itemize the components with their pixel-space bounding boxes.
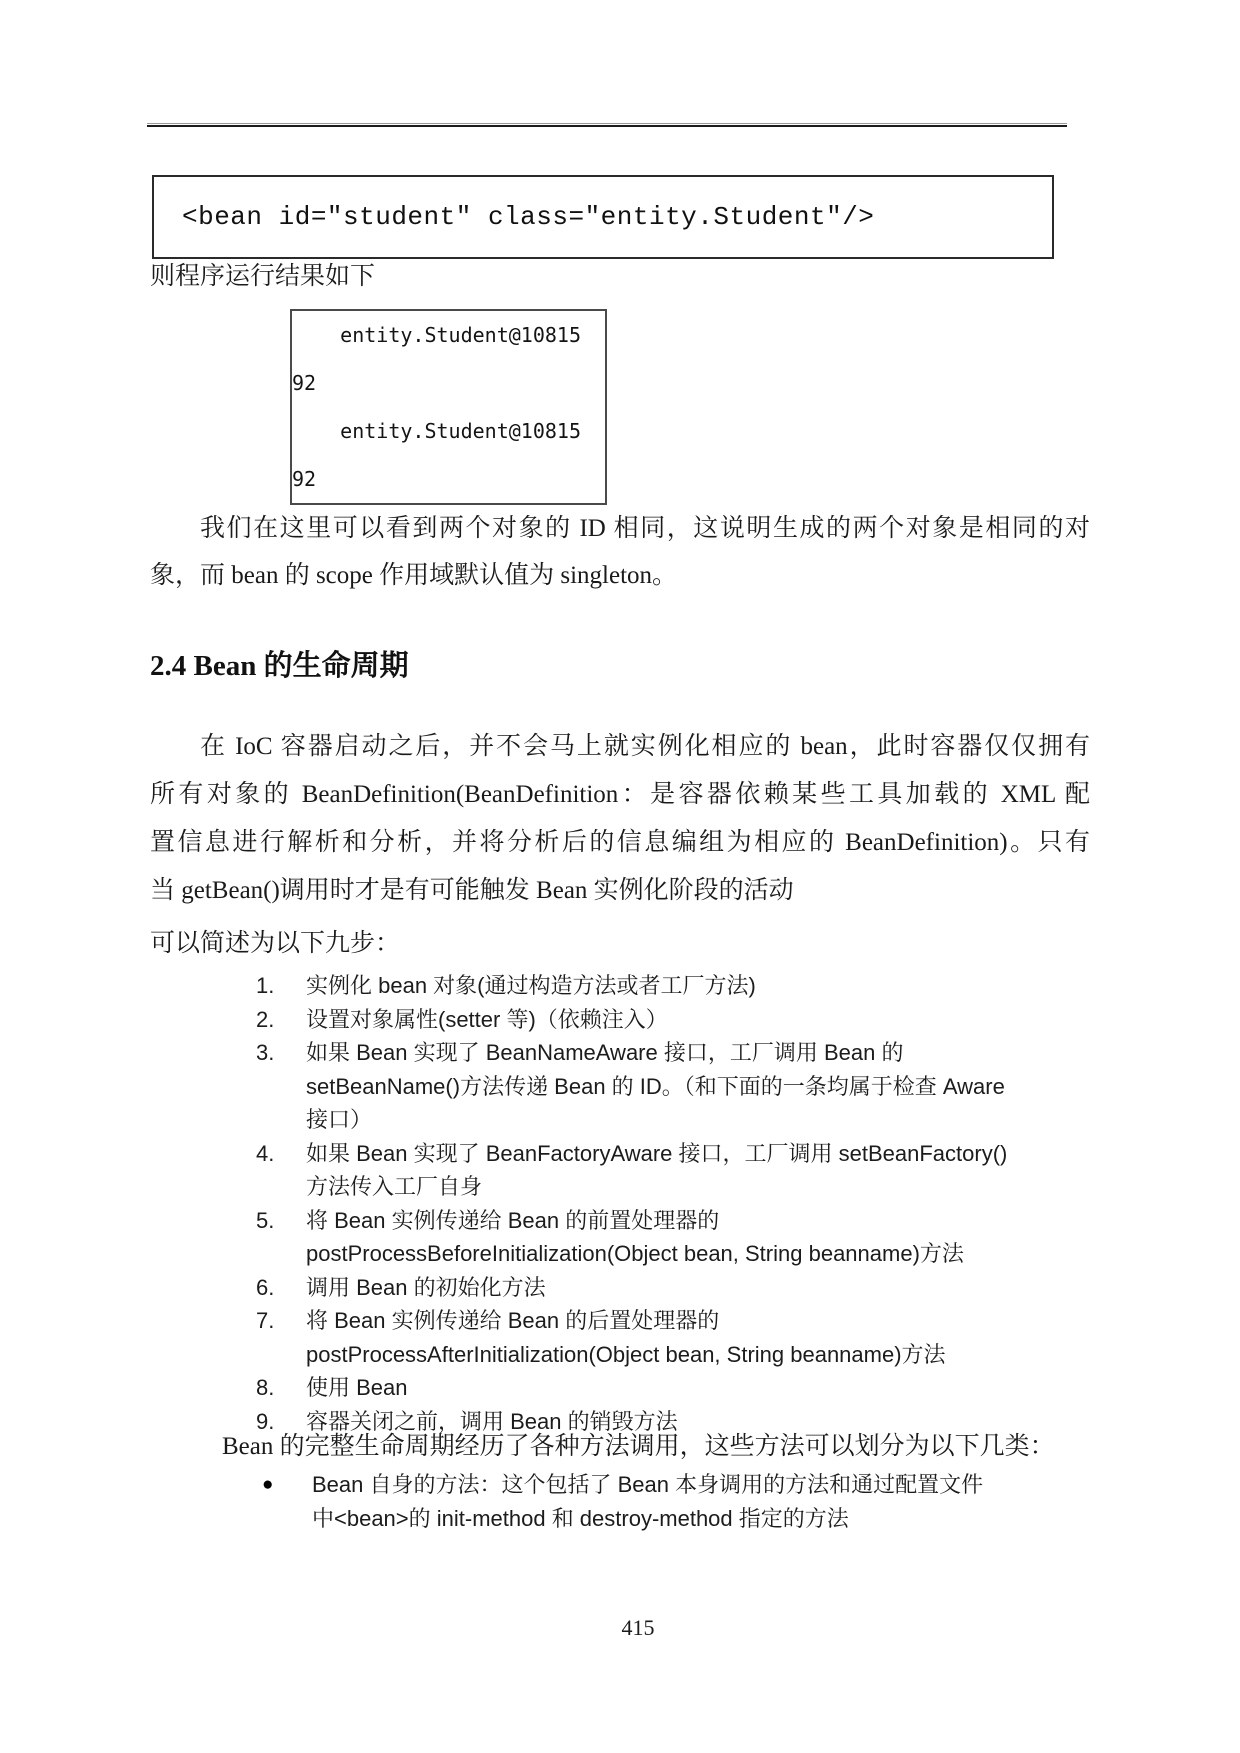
step-item-1	[256, 969, 1116, 1003]
para-ioc	[150, 723, 1090, 915]
step-text: 如果 Bean 实现了 BeanFactoryAware 接口，工厂调用 setBeanFactory()	[306, 1140, 1008, 1166]
steps-list	[256, 969, 1116, 1438]
bullet-item	[256, 1468, 1136, 1535]
step-item-7	[256, 1304, 1116, 1371]
xml-code-text: <bean id="student" class="entity.Student"/>	[182, 202, 875, 232]
step-text: 将 Bean 实例传递给 Bean 的后置处理器的	[306, 1308, 720, 1333]
step-text: 容器关闭之前，调用 Bean 的销毁方法	[306, 1408, 678, 1434]
para-lifecycle: Bean 的完整生命周期经历了各种方法调用，这些方法可以划分为以下几类：	[222, 1433, 1055, 1460]
para-ioc-line: 置信息进行解析和分析，并将分析后的信息编组为相应的 BeanDefinition)。只有	[150, 829, 1090, 856]
step-number: 6.	[256, 1274, 275, 1300]
console-output-box	[290, 309, 607, 505]
step-number: 8.	[256, 1375, 275, 1400]
step-number: 3.	[256, 1040, 275, 1065]
console-output-line: 92	[292, 371, 317, 395]
header-rule	[147, 123, 1067, 127]
bullet-text: Bean 自身的方法：这个包括了 Bean 本身调用的方法和通过配置文件	[312, 1472, 984, 1497]
step-item-2	[256, 1003, 1116, 1037]
step-number: 9.	[256, 1408, 275, 1434]
step-text: setBeanName()方法传递 Bean 的 ID。（和下面的一条均属于检查 Aware	[306, 1073, 1005, 1099]
console-output-line: entity.Student@10815	[292, 323, 581, 347]
para-ioc-line: 当 getBean()调用时才是有可能触发 Bean 实例化阶段的活动	[150, 877, 794, 904]
page-number: 415	[621, 1615, 655, 1640]
bullet-text: 中<bean>的 init-method 和 destroy-method 指定的方法	[312, 1505, 849, 1531]
step-item-4	[256, 1137, 1116, 1204]
bullet-icon: ●	[262, 1474, 274, 1495]
step-text: 使用 Bean	[306, 1375, 408, 1400]
step-text: 接口）	[306, 1107, 373, 1132]
step-text: 设置对象属性(setter 等)（依赖注入）	[306, 1006, 668, 1032]
step-text: postProcessAfterInitialization(Object bean, String beanname)方法	[306, 1341, 946, 1367]
section-heading: 2.4 Bean 的生命周期	[150, 650, 409, 682]
step-item-5	[256, 1204, 1116, 1271]
step-item-8	[256, 1371, 1116, 1405]
para-singleton	[150, 505, 1090, 599]
step-number: 4.	[256, 1140, 275, 1166]
console-output-line: entity.Student@10815	[292, 419, 581, 443]
step-text: 实例化 bean 对象(通过构造方法或者工厂方法)	[306, 973, 756, 998]
para-ioc-line: 所有对象的 BeanDefinition(BeanDefinition：是容器依赖某些工具加载的 XML 配	[150, 781, 1090, 808]
para-ioc-line: 在 IoC 容器启动之后，并不会马上就实例化相应的 bean，此时容器仅仅拥有	[200, 733, 1090, 760]
para-singleton-line: 我们在这里可以看到两个对象的 ID 相同，这说明生成的两个对象是相同的对	[200, 515, 1090, 542]
step-number: 5.	[256, 1207, 275, 1233]
step-number: 1.	[256, 973, 275, 998]
step-item-6	[256, 1271, 1116, 1305]
para-singleton-line: 象，而 bean 的 scope 作用域默认值为 singleton。	[150, 562, 678, 589]
step-text: 将 Bean 实例传递给 Bean 的前置处理器的	[306, 1207, 720, 1233]
step-number: 2.	[256, 1006, 275, 1032]
console-output-line: 92	[292, 467, 317, 491]
step-text: 调用 Bean 的初始化方法	[306, 1274, 546, 1300]
steps-intro: 可以简述为以下九步：	[150, 930, 401, 957]
result-label: 则程序运行结果如下	[150, 263, 376, 290]
step-text: postProcessBeforeInitialization(Object bean, String beanname)方法	[306, 1241, 964, 1266]
step-number: 7.	[256, 1308, 275, 1333]
step-text: 如果 Bean 实现了 BeanNameAware 接口，工厂调用 Bean 的	[306, 1040, 904, 1065]
xml-code-box	[152, 175, 1054, 259]
step-item-3	[256, 1036, 1116, 1137]
step-text: 方法传入工厂自身	[306, 1174, 483, 1199]
